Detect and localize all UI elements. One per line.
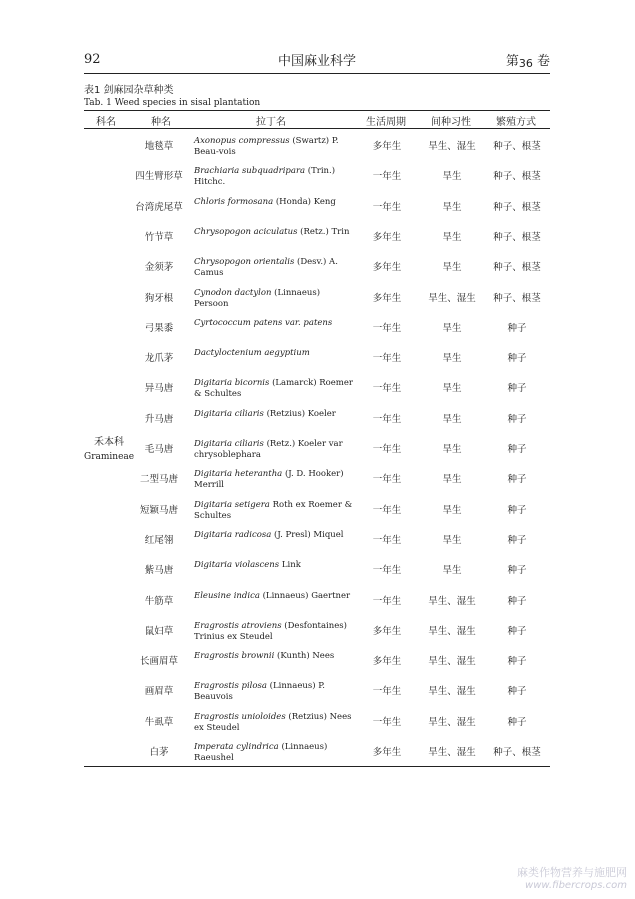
table-bottom-rule <box>84 766 550 767</box>
life-cycle: 多年生 <box>372 141 402 152</box>
species-name: 毛马唐 <box>144 444 174 455</box>
latin-genus-species: Eragrostis brownii <box>194 651 275 662</box>
latin-authority: Roth ex Roemer & Schultes <box>194 499 353 521</box>
page-number: 92 <box>84 52 101 67</box>
table-header-rule <box>84 128 550 129</box>
reproduction: 种子、根茎 <box>493 201 541 213</box>
species-name: 牛虱草 <box>144 716 174 728</box>
latin-name <box>194 136 354 158</box>
reproduction: 种子 <box>507 474 527 486</box>
journal-title: 中国麻业科学 <box>277 54 356 69</box>
species-name: 弓果黍 <box>144 322 174 334</box>
habit: 旱生 <box>442 353 462 365</box>
table-row <box>84 498 550 528</box>
latin-genus-species: Dactyloctenium aegyptium <box>194 348 310 359</box>
latin-authority: (J. Presl) Miquel <box>274 529 344 540</box>
latin-name <box>194 530 354 541</box>
life-cycle: 一年生 <box>372 534 402 546</box>
habit: 旱生、湿生 <box>428 292 476 304</box>
latin-genus-species: Digitaria ciliaris <box>194 408 264 419</box>
habit: 旱生、湿生 <box>428 625 476 637</box>
latin-name <box>194 469 354 491</box>
table-row <box>84 467 550 497</box>
latin-authority: (Linnaeus) P. Beauvois <box>194 681 325 703</box>
species-name: 四生臂形草 <box>135 171 183 183</box>
reproduction: 种子 <box>507 716 527 728</box>
species-name: 狗牙根 <box>144 292 174 304</box>
latin-authority: (Retzius) Koeler <box>266 408 336 419</box>
habit: 旱生 <box>442 322 462 334</box>
habit: 旱生 <box>442 201 462 213</box>
life-cycle: 多年生 <box>372 292 402 304</box>
habit: 旱生 <box>442 565 462 577</box>
species-name: 地毯草 <box>144 141 174 152</box>
table-row <box>84 225 550 255</box>
habit: 旱生 <box>442 474 462 486</box>
life-cycle: 多年生 <box>372 656 402 668</box>
table-row <box>84 164 550 194</box>
reproduction: 种子 <box>507 595 527 607</box>
latin-genus-species: Digitaria ciliaris <box>194 439 264 449</box>
latin-genus-species: Cyrtococcum patens var. patens <box>194 317 333 328</box>
life-cycle: 一年生 <box>372 383 402 395</box>
latin-name <box>194 560 354 571</box>
header-rule <box>84 73 550 74</box>
life-cycle: 一年生 <box>372 565 402 577</box>
family-en: Gramineae <box>84 452 135 462</box>
habit: 旱生、湿生 <box>428 656 476 668</box>
latin-genus-species: Eragrostis unioloides <box>194 711 286 722</box>
latin-genus-species: Cynodon dactylon <box>194 287 272 298</box>
table-row <box>84 649 550 679</box>
species-name: 鼠妇草 <box>144 625 174 637</box>
latin-name <box>194 591 354 602</box>
reproduction: 种子 <box>507 383 527 395</box>
table-row <box>84 558 550 588</box>
latin-authority: (Trin.) Hitchc. <box>194 166 336 188</box>
reproduction: 种子、根茎 <box>493 231 541 243</box>
life-cycle: 一年生 <box>372 504 402 516</box>
latin-genus-species: Chrysopogon orientalis <box>194 257 295 268</box>
habit: 旱生、湿生 <box>428 716 476 728</box>
species-name: 竹节草 <box>144 231 174 243</box>
life-cycle: 一年生 <box>372 716 402 728</box>
habit: 旱生、湿生 <box>428 595 476 607</box>
col-reproduction: 繁殖方式 <box>496 117 536 128</box>
table-row <box>84 255 550 285</box>
table-caption-en: Tab. 1 Weed species in sisal plantation <box>84 98 261 108</box>
table-top-rule <box>84 110 550 111</box>
table-row <box>84 437 550 467</box>
latin-genus-species: Chloris formosana <box>194 196 274 207</box>
habit: 旱生 <box>442 262 462 274</box>
volume-number: 36 <box>518 57 533 70</box>
species-name: 牛筋草 <box>144 595 174 607</box>
latin-name <box>194 621 354 643</box>
latin-genus-species: Chrysopogon aciculatus <box>194 226 298 237</box>
life-cycle: 一年生 <box>372 686 402 698</box>
species-name: 台湾虎尾草 <box>135 201 183 213</box>
watermark-url: www.fibercrops.com <box>525 880 627 891</box>
species-name: 红尾翎 <box>144 534 174 546</box>
table-row <box>84 286 550 316</box>
table-row <box>84 407 550 437</box>
latin-authority: (J. D. Hooker) Merrill <box>194 469 344 491</box>
reproduction: 种子、根茎 <box>493 292 541 304</box>
reproduction: 种子 <box>507 353 527 365</box>
latin-name <box>194 409 354 420</box>
latin-genus-species: Brachiaria subquadripara <box>194 166 306 177</box>
life-cycle: 一年生 <box>372 353 402 365</box>
species-name: 长画眉草 <box>139 656 178 668</box>
latin-authority: (Retz.) Koeler var chrysoblephara <box>194 439 343 460</box>
watermark-text: 麻类作物营养与施肥网 <box>517 866 627 879</box>
col-species: 种名 <box>151 117 171 128</box>
reproduction: 种子 <box>507 656 527 668</box>
reproduction: 种子、根茎 <box>493 262 541 274</box>
habit: 旱生、湿生 <box>428 747 476 758</box>
latin-authority: (Linnaeus) Persoon <box>194 287 321 309</box>
col-latin: 拉丁名 <box>256 117 286 128</box>
table-row <box>84 316 550 346</box>
latin-name <box>194 500 354 522</box>
latin-authority: (Desv.) A. Camus <box>194 257 338 279</box>
life-cycle: 一年生 <box>372 595 402 607</box>
latin-authority: (Retz.) Trin <box>300 226 350 237</box>
life-cycle: 一年生 <box>372 201 402 213</box>
latin-authority: (Swartz) P. Beau-vois <box>194 136 339 157</box>
life-cycle: 一年生 <box>372 322 402 334</box>
table-row <box>84 346 550 376</box>
page-header <box>84 50 550 72</box>
life-cycle: 多年生 <box>372 625 402 637</box>
reproduction: 种子 <box>507 504 527 516</box>
latin-authority: (Kunth) Nees <box>277 651 335 662</box>
table-caption-cn: 表1 剑麻园杂草种类 <box>84 85 174 96</box>
life-cycle: 一年生 <box>372 171 402 183</box>
latin-authority: (Desfontaines) Trinius ex Steudel <box>194 620 347 642</box>
table-row <box>84 195 550 225</box>
latin-genus-species: Digitaria bicornis <box>194 378 270 389</box>
habit: 旱生 <box>442 534 462 546</box>
reproduction: 种子、根茎 <box>493 747 541 758</box>
reproduction: 种子、根茎 <box>493 171 541 183</box>
latin-name <box>194 712 354 734</box>
col-habit: 间种习性 <box>431 117 471 128</box>
species-name: 画眉草 <box>144 686 174 698</box>
latin-name <box>194 227 354 238</box>
latin-genus-species: Digitaria violascens <box>194 560 280 571</box>
latin-name <box>194 651 354 662</box>
latin-name <box>194 166 354 188</box>
habit: 旱生 <box>442 383 462 395</box>
volume-prefix: 第 <box>505 54 519 69</box>
latin-genus-species: Imperata cylindrica <box>194 742 279 752</box>
watermark <box>517 864 627 891</box>
life-cycle: 一年生 <box>372 474 402 486</box>
species-name: 龙爪茅 <box>144 353 174 365</box>
col-cycle: 生活周期 <box>366 117 406 128</box>
species-name: 白茅 <box>149 747 169 758</box>
habit: 旱生、湿生 <box>428 686 476 698</box>
latin-name <box>194 197 354 208</box>
table-row <box>84 528 550 558</box>
latin-genus-species: Digitaria radicosa <box>194 529 272 540</box>
table-row <box>84 589 550 619</box>
latin-name <box>194 439 354 461</box>
reproduction: 种子 <box>507 565 527 577</box>
habit: 旱生、湿生 <box>428 141 476 152</box>
species-name: 二型马唐 <box>139 474 178 486</box>
latin-genus-species: Eleusine indica <box>194 590 260 601</box>
reproduction: 种子、根茎 <box>493 141 541 152</box>
latin-name <box>194 257 354 279</box>
table-row <box>84 619 550 649</box>
reproduction: 种子 <box>507 444 527 455</box>
habit: 旱生 <box>442 171 462 183</box>
table-row <box>84 710 550 740</box>
latin-authority: Link <box>281 560 301 571</box>
latin-authority: (Retzius) Nees ex Steudel <box>194 711 352 733</box>
latin-genus-species: Axonopus compressus <box>194 136 290 146</box>
latin-genus-species: Digitaria setigera <box>194 499 270 510</box>
latin-name <box>194 348 354 359</box>
reproduction: 种子 <box>507 322 527 334</box>
latin-genus-species: Digitaria heterantha <box>194 469 283 480</box>
species-name: 紫马唐 <box>144 565 174 577</box>
volume-label <box>506 50 550 70</box>
latin-authority: (Lamarck) Roemer & Schultes <box>194 378 353 400</box>
family-cn: 禾本科 <box>94 437 124 448</box>
reproduction: 种子 <box>507 625 527 637</box>
latin-name <box>194 288 354 310</box>
latin-name <box>194 681 354 703</box>
life-cycle: 多年生 <box>372 747 402 758</box>
species-name: 短颖马唐 <box>139 504 178 516</box>
reproduction: 种子 <box>507 413 527 425</box>
latin-genus-species: Eragrostis pilosa <box>194 681 267 692</box>
latin-authority: (Linnaeus) Gaertner <box>262 590 351 601</box>
habit: 旱生 <box>442 413 462 425</box>
latin-authority: (Honda) Keng <box>275 196 336 207</box>
latin-name <box>194 318 354 329</box>
habit: 旱生 <box>442 231 462 243</box>
habit: 旱生 <box>442 444 462 455</box>
volume-suffix: 卷 <box>536 54 550 69</box>
species-name: 金须茅 <box>144 262 174 274</box>
latin-authority: (Linnaeus) Raeushel <box>194 742 328 763</box>
col-family: 科名 <box>96 117 116 128</box>
species-name: 升马唐 <box>144 413 174 425</box>
life-cycle: 一年生 <box>372 444 402 455</box>
table-row <box>84 376 550 406</box>
life-cycle: 多年生 <box>372 231 402 243</box>
reproduction: 种子 <box>507 534 527 546</box>
reproduction: 种子 <box>507 686 527 698</box>
habit: 旱生 <box>442 504 462 516</box>
latin-name <box>194 378 354 400</box>
species-name: 异马唐 <box>144 383 174 395</box>
table-row <box>84 134 550 164</box>
latin-genus-species: Eragrostis atroviens <box>194 620 282 631</box>
table-row <box>84 679 550 709</box>
life-cycle: 一年生 <box>372 413 402 425</box>
life-cycle: 多年生 <box>372 262 402 274</box>
latin-name <box>194 742 354 764</box>
